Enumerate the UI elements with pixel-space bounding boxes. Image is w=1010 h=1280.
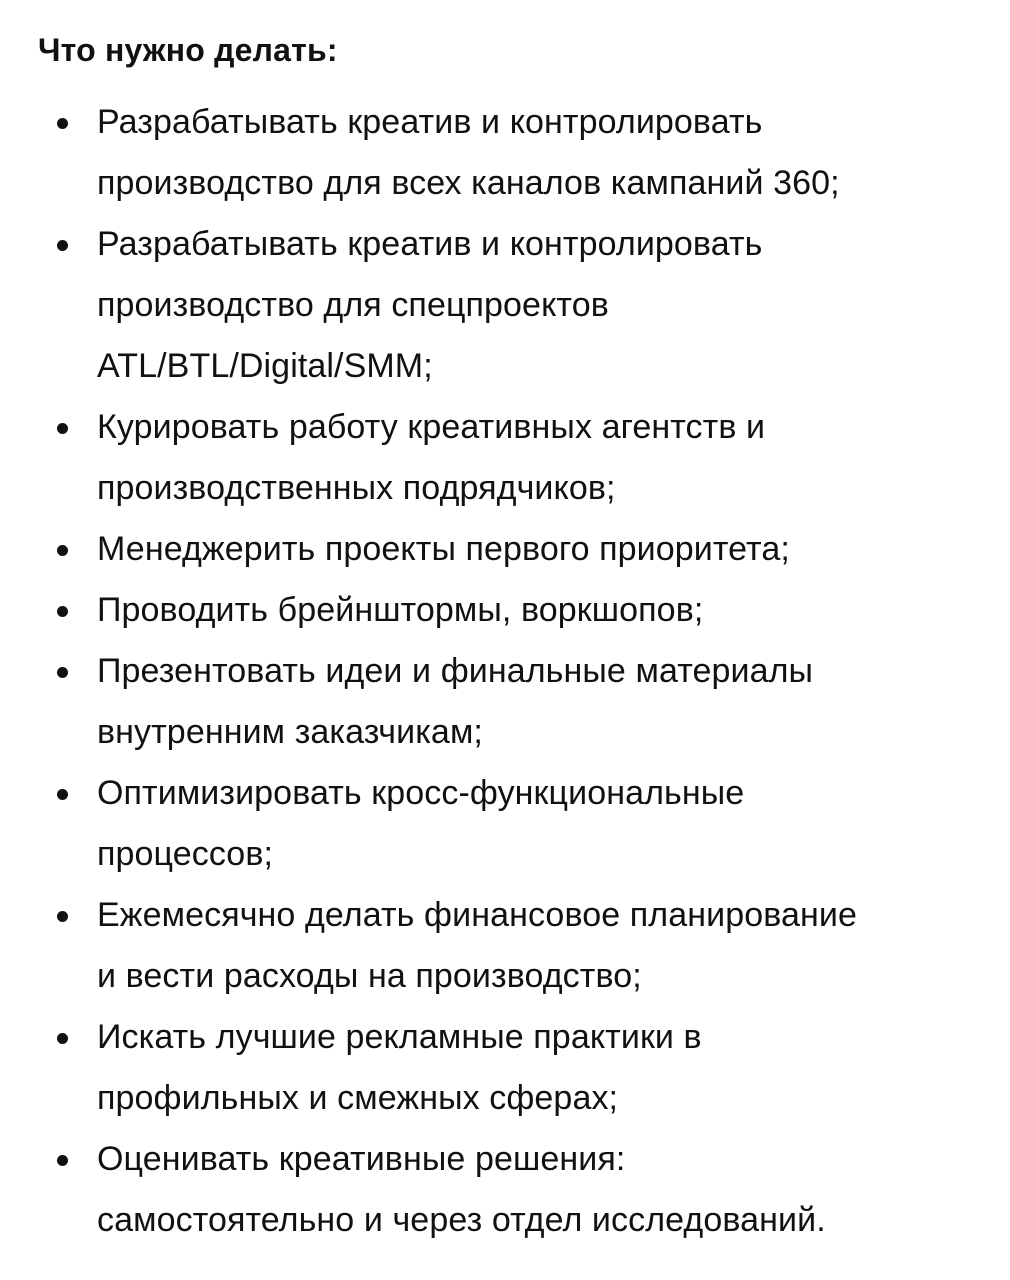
section-heading: Что нужно делать:	[38, 32, 338, 68]
list-item-line: производство для всех каналов кампаний 360;	[97, 164, 840, 202]
list-item-line: Проводить брейнштормы, воркшопов;	[97, 591, 704, 629]
list-item-line: самостоятельно и через отдел исследований.	[97, 1201, 826, 1239]
list-item-line: Разрабатывать креатив и контролировать	[97, 225, 763, 263]
list-item	[0, 92, 1010, 214]
list-item-line: Оценивать креативные решения:	[97, 1140, 626, 1178]
bullet-icon	[57, 606, 68, 617]
list-item-line: ATL/BTL/Digital/SMM;	[97, 347, 433, 385]
list-item-line: и вести расходы на производство;	[97, 957, 642, 995]
list-item	[0, 641, 1010, 763]
list-item-line: Презентовать идеи и финальные материалы	[97, 652, 814, 690]
bullet-icon	[57, 1155, 68, 1166]
bullet-icon	[57, 423, 68, 434]
list-item	[0, 885, 1010, 1007]
list-item-line: процессов;	[97, 835, 274, 873]
list-item-line: внутренним заказчикам;	[97, 713, 483, 751]
responsibilities-list	[0, 92, 1010, 1251]
list-item	[0, 214, 1010, 397]
list-item-line: Искать лучшие рекламные практики в	[97, 1018, 702, 1056]
bullet-icon	[57, 789, 68, 800]
bullet-icon	[57, 911, 68, 922]
list-item	[0, 763, 1010, 885]
list-item-line: Менеджерить проекты первого приоритета;	[97, 530, 790, 568]
list-item	[0, 519, 1010, 580]
list-item-line: Курировать работу креативных агентств и	[97, 408, 766, 446]
bullet-icon	[57, 545, 68, 556]
list-item-line: производство для спецпроектов	[97, 286, 609, 324]
bullet-icon	[57, 240, 68, 251]
list-item-line: Ежемесячно делать финансовое планирование	[97, 896, 858, 934]
list-item-line: Оптимизировать кросс-функциональные	[97, 774, 745, 812]
list-item	[0, 1007, 1010, 1129]
list-item-line: Разрабатывать креатив и контролировать	[97, 103, 763, 141]
list-item	[0, 580, 1010, 641]
list-item-line: профильных и смежных сферах;	[97, 1079, 619, 1117]
bullet-icon	[57, 1033, 68, 1044]
list-item	[0, 1129, 1010, 1251]
list-item-line: производственных подрядчиков;	[97, 469, 616, 507]
bullet-icon	[57, 667, 68, 678]
bullet-icon	[57, 118, 68, 129]
list-item	[0, 397, 1010, 519]
